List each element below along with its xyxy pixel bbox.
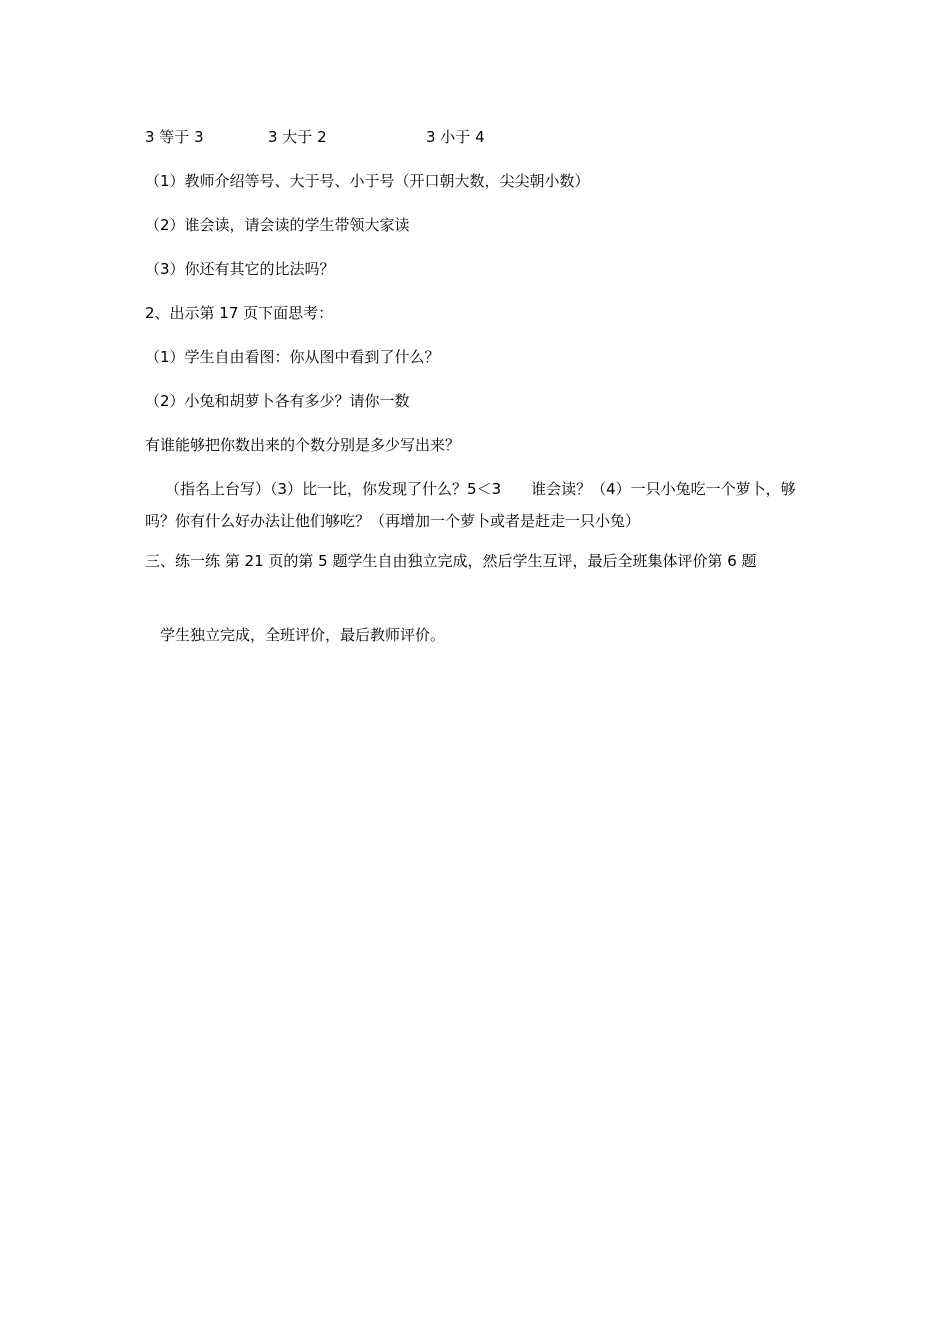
paragraph-rabbits-carrots: （2）小兔和胡萝卜各有多少？请你一数: [145, 392, 410, 410]
comparison-equal: 3 等于 3: [145, 128, 204, 146]
paragraph-observe-picture: （1）学生自由看图：你从图中看到了什么？: [145, 348, 440, 366]
comparison-greater: 3 大于 2: [268, 128, 327, 146]
paragraph-who-can-read: （2）谁会读，请会读的学生带领大家读: [145, 216, 410, 234]
paragraph-practice: 三、练一练 第 21 页的第 5 题学生自由独立完成，然后学生互评，最后全班集体评价第 6 题: [145, 552, 757, 570]
paragraph-compare-discussion: （指名上台写）（3）比一比，你发现了什么？5＜3 谁会读？（4）一只小兔吃一个萝卜，够吗？你有什么好办法让他们够吃？（再增加一个萝卜或者是赶走一只小兔）: [145, 480, 796, 530]
paragraph-show-page-17: 2、出示第 17 页下面思考：: [145, 304, 334, 322]
paragraph-teacher-intro: （1）教师介绍等号、大于号、小于号（开口朝大数，尖尖朝小数）: [145, 172, 590, 190]
paragraph-write-counts: 有谁能够把你数出来的个数分别是多少写出来？: [145, 436, 461, 454]
paragraph-other-methods: （3）你还有其它的比法吗？: [145, 260, 335, 278]
paragraph-evaluation: 学生独立完成，全班评价，最后教师评价。: [160, 626, 446, 644]
comparison-less: 3 小于 4: [426, 128, 485, 146]
